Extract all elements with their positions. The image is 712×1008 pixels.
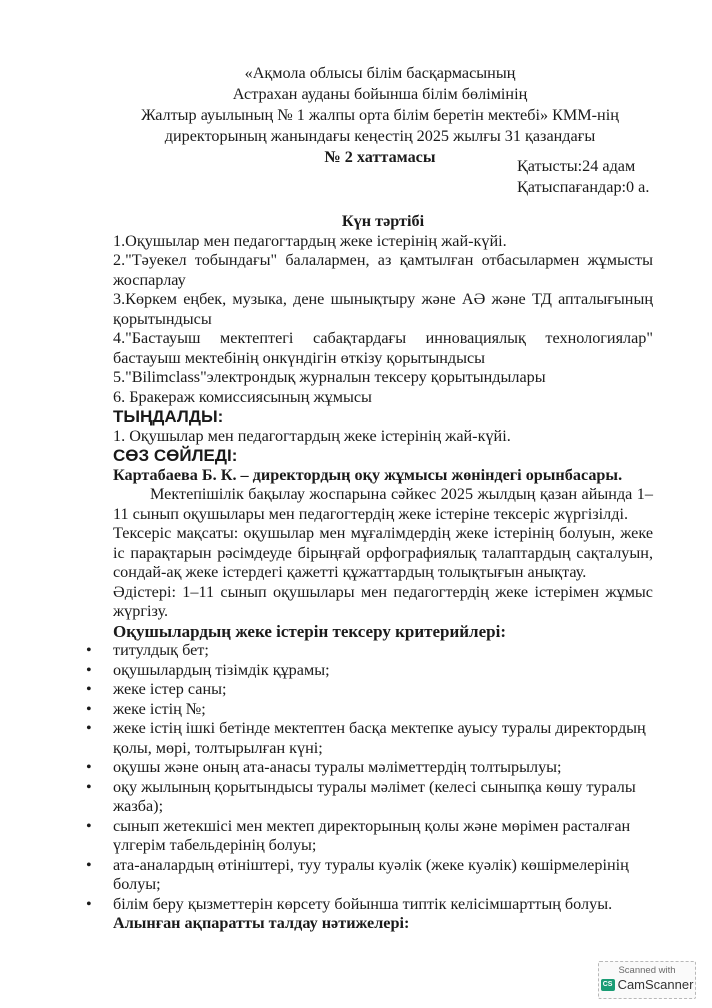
criteria-item: • ата-аналардың өтініштері, туу туралы куәлік (жеке куәлік) көшірмелерінің болуы; bbox=[113, 856, 653, 895]
heard-item: 1. Оқушылар мен педагогтардың жеке істерінің жай-күйі. bbox=[113, 426, 511, 445]
criteria-item: • сынып жетекшісі мен мектеп директорының қолы және мөрімен расталған үлгерім табельдерінің болуы; bbox=[113, 817, 653, 856]
criteria-item: • жеке істің ішкі бетінде мектептен басқа мектепке ауысу туралы директордың қолы, мөрі, толтырылған күні; bbox=[113, 719, 653, 758]
header-line-4: директорының жанындағы кеңестің 2025 жылғы 31 қазандағы bbox=[164, 127, 596, 145]
spoke-title: СӨЗ СӨЙЛЕДІ: bbox=[113, 446, 238, 465]
criteria-item: • оқу жылының қорытындысы туралы мәлімет (келесі сыныпқа көшу туралы жазба); bbox=[113, 778, 653, 817]
spoke-paragraph-2: Тексеріс мақсаты: оқушылар мен мұғалімдердің жеке істерінің болуын, жеке іс парақтарын рәсімдеуде бірыңғай орфографиялық талаптардың сақталуын, сондай-ақ жеке істердегі қажетті құжаттардың толықтығын анықтау. bbox=[113, 524, 653, 581]
agenda-item-1: 1.Оқушылар мен педагогтардың жеке істерінің жай-күйі. bbox=[113, 231, 507, 250]
agenda-item-2: 2."Тәуекел тобындағы" балалармен, аз қамтылған отбасылармен жұмысты жоспарлау bbox=[113, 251, 653, 289]
watermark-caption: Scanned with bbox=[618, 965, 676, 976]
protocol-title: № 2 хаттамасы bbox=[324, 148, 436, 166]
speaker-line: Картабаева Б. К. – директордың оқу жұмысы жөніндегі орынбасары. bbox=[113, 465, 623, 484]
document-header bbox=[100, 63, 660, 168]
heard-title: ТЫҢДАЛДЫ: bbox=[113, 407, 224, 426]
header-line-1: «Ақмола облысы білім басқармасының bbox=[244, 64, 516, 82]
watermark-brand bbox=[599, 978, 695, 992]
criteria-item: • жеке істер саны; bbox=[113, 680, 653, 700]
criteria-item: • жеке істің №; bbox=[113, 700, 653, 720]
criteria-list bbox=[113, 641, 653, 914]
header-line-2: Астрахан ауданы бойынша білім бөлімінің bbox=[232, 85, 528, 103]
criteria-item: • оқушы және оның ата-анасы туралы мәліметтердің толтырылуы; bbox=[113, 758, 653, 778]
spoke-paragraph-3: Әдістері: 1–11 сынып оқушылары мен педагогтердің жеке істерімен жұмыс жүргізу. bbox=[113, 582, 653, 620]
criteria-item: • титулдық бет; bbox=[113, 641, 653, 661]
criteria-item: • оқушылардың тізімдік құрамы; bbox=[113, 661, 653, 681]
agenda-item-3: 3.Көркем еңбек, музыка, дене шынықтыру және АӘ және ТД апталығының қорытындысы bbox=[113, 290, 653, 328]
document-body bbox=[113, 212, 653, 934]
header-line-3: Жалтыр ауылының № 1 жалпы орта білім беретін мектебі» КММ-нің bbox=[141, 106, 619, 124]
agenda-item-5: 5."Bilimclass"электрондық журналын тексеру қорытындылары bbox=[113, 368, 546, 386]
agenda-item-4: 4."Бастауыш мектептегі сабақтардағы инновациялық технологиялар" бастауыш мектебінің онкүндігін өткізу қорытындысы bbox=[113, 329, 653, 367]
attendance-present: Қатысты:24 адам bbox=[517, 157, 636, 175]
criteria-title: Оқушылардың жеке істерін тексеру критерийлері: bbox=[113, 621, 506, 641]
attendance-absent: Қатыспағандар:0 а. bbox=[517, 178, 650, 196]
camscanner-logo-icon: CS bbox=[601, 979, 615, 991]
attendance-block bbox=[517, 156, 649, 198]
spoke-paragraph-1: Мектепішілік бақылау жоспарына сәйкес 2025 жылдың қазан айында 1–11 сынып оқушылары мен педагогтердің жеке істеріне тексеріс жүргізілді. bbox=[113, 485, 653, 523]
watermark-brand-name: CamScanner bbox=[617, 977, 694, 992]
criteria-item: • білім беру қызметтерін көрсету бойынша типтік келісімшарттың болуы. bbox=[113, 895, 653, 915]
camscanner-watermark bbox=[598, 961, 696, 999]
agenda-title: Күн тәртібі bbox=[341, 212, 425, 230]
analysis-title: Алынған ақпаратты талдау нәтижелері: bbox=[113, 914, 410, 932]
agenda-item-6: 6. Бракераж комиссиясының жұмысы bbox=[113, 387, 372, 406]
